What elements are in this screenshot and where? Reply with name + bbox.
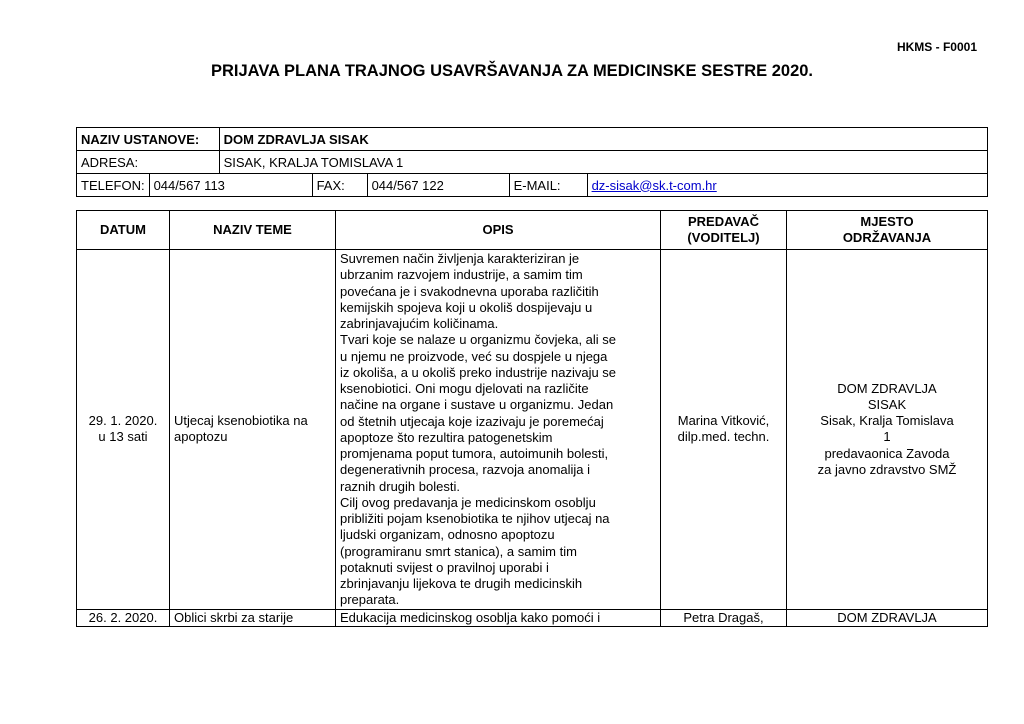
fax-value: 044/567 122 — [367, 174, 509, 197]
header-row — [77, 211, 988, 250]
institution-name-label: NAZIV USTANOVE: — [77, 128, 220, 151]
table-row — [77, 250, 988, 610]
plan-table — [76, 210, 988, 627]
row-place: DOM ZDRAVLJA SISAK Sisak, Kralja Tomislava 1 predavaonica Zavoda za javno zdravstvo SMŽ — [787, 250, 988, 610]
fax-label: FAX: — [312, 174, 367, 197]
page-title: PRIJAVA PLANA TRAJNOG USAVRŠAVANJA ZA MEDICINSKE SESTRE 2020. — [210, 62, 814, 80]
row-topic: Oblici skrbi za starije — [170, 609, 336, 626]
document-code: HKMS - F0001 — [896, 40, 977, 54]
email-label: E-MAIL: — [509, 174, 587, 197]
header-place: MJESTO ODRŽAVANJA — [787, 211, 988, 250]
table-row — [77, 609, 988, 626]
header-date: DATUM — [77, 211, 170, 250]
header-topic: NAZIV TEME — [170, 211, 336, 250]
phone-value: 044/567 113 — [149, 174, 312, 197]
row-lecturer: Marina Vitković, dilp.med. techn. — [661, 250, 787, 610]
row-date: 26. 2. 2020. — [77, 609, 170, 626]
row-lecturer: Petra Dragaš, — [661, 609, 787, 626]
email-link[interactable]: dz-sisak@sk.t-com.hr — [591, 177, 717, 193]
phone-label: TELEFON: — [77, 174, 150, 197]
row-date: 29. 1. 2020. u 13 sati — [77, 250, 170, 610]
institution-name-value: DOM ZDRAVLJA SISAK — [219, 128, 987, 151]
address-value: SISAK, KRALJA TOMISLAVA 1 — [219, 151, 987, 174]
row-description: Suvremen način življenja karakteriziran je ubrzanim razvojem industrije, a samim tim povećana je i svakodnevna uporaba različitih kemijskih spojeva koji u okoliš dospijevaju u zabrinjavajućim količinama. Tvari koje se nalaze u organizmu čovjeka, ali se u njemu ne proizvode, već su dospjele u njega iz okoliša, a u okoliš preko industrije nazivaju se ksenobiotici. Oni mogu djelovati na različite načine na organe i sustave u organizmu. Jedan od štetnih utjecaja koje izazivaju je poremećaj apoptoze što rezultira patogenetskim promjenama poput tumora, autoimunih bolesti, degenerativnih procesa, razvoja anomalija i raznih drugih bolesti. Cilj ovog predavanja je medicinskom osoblju približiti pojam ksenobiotika te njihov utjecaj na ljudski organizam, odnosno apoptozu (programiranu smrt stanica), a samim tim potaknuti svijest o pravilnoj uporabi i zbrinjavanju lijekova te drugih medicinskih preparata. — [336, 250, 661, 610]
header-desc: OPIS — [336, 211, 661, 250]
row-place: DOM ZDRAVLJA — [787, 609, 988, 626]
row-description: Edukacija medicinskog osoblja kako pomoći i — [336, 609, 661, 626]
header-lecturer: PREDAVAČ (VODITELJ) — [661, 211, 787, 250]
email-cell — [587, 174, 987, 197]
row-topic: Utjecaj ksenobiotika na apoptozu — [170, 250, 336, 610]
address-label: ADRESA: — [77, 151, 220, 174]
institution-info-table — [76, 127, 988, 197]
